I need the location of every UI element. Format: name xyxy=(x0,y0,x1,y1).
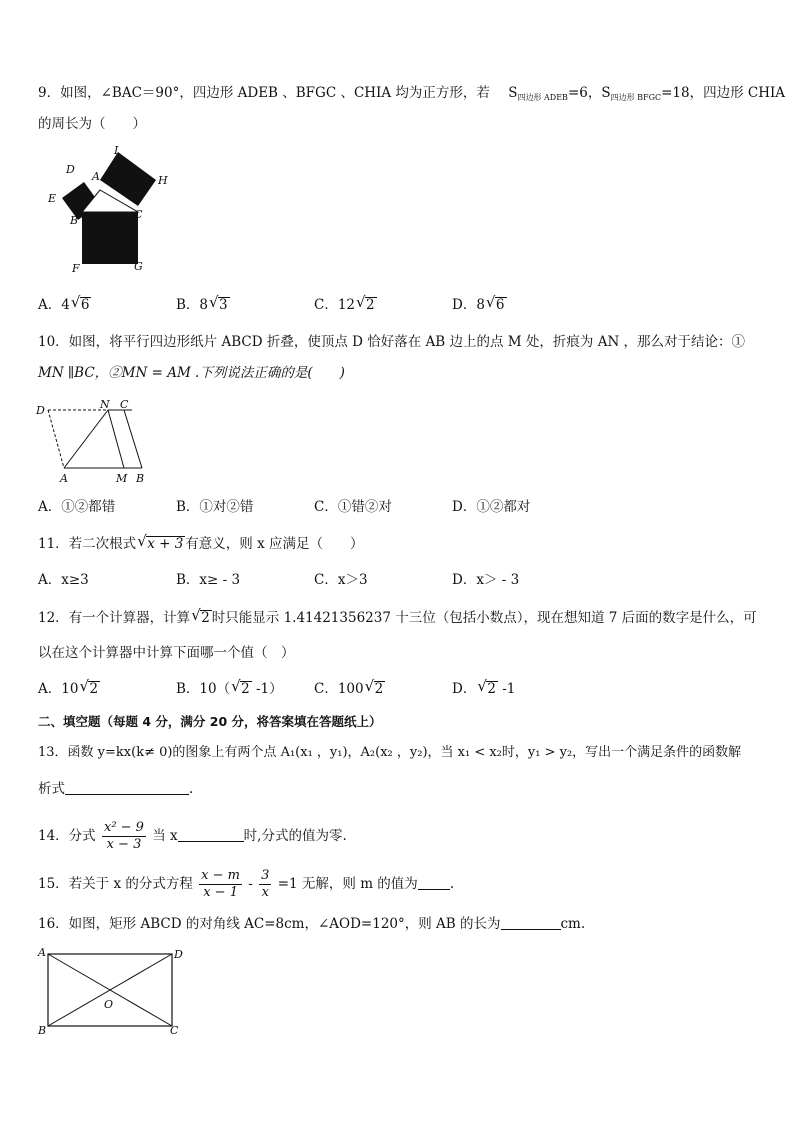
q10-option-b[interactable]: B．①对②错 xyxy=(176,499,254,515)
q9-label-g: G xyxy=(134,260,143,273)
q9-label-e: E xyxy=(48,192,57,205)
q9-s2-sub: 四边形 BFGC xyxy=(610,93,662,102)
q15-line: 15．若关于 x 的分式方程 $\frac{x - m}{x - 1}$ - $\frac{3}{x}$ =1 无解，则 m 的值为 . xyxy=(38,868,455,900)
q10-option-a[interactable]: A．①②都错 xyxy=(38,499,116,515)
q9-label-i: I xyxy=(114,144,119,157)
q10-label-b: B xyxy=(136,472,145,485)
q11-option-d[interactable]: D．x＞ - 3 xyxy=(452,572,520,588)
q10-option-c[interactable]: C．①错②对 xyxy=(314,499,392,515)
q16-answer-blank[interactable] xyxy=(501,917,561,930)
q11-pre: 11．若二次根式 xyxy=(38,536,137,552)
q16-label-o: O xyxy=(104,998,114,1011)
q11-line xyxy=(38,535,364,553)
q9-option-c[interactable]: C．12√ 2 xyxy=(314,296,377,314)
q11-option-b[interactable]: B．x≥ - 3 xyxy=(176,572,241,588)
q10-label-c: C xyxy=(120,398,129,411)
q15-fraction-2: $\frac{3}{x}$ xyxy=(261,868,270,900)
q9-square-bfgc xyxy=(82,212,138,264)
q9-option-a[interactable]: A．4√ 6 xyxy=(38,296,91,314)
q16-label-d: D xyxy=(174,948,183,961)
q9-label-b: B xyxy=(70,214,79,227)
q10-option-d[interactable]: D．①②都对 xyxy=(452,499,531,515)
q9-line1 xyxy=(38,84,785,107)
q10-line2: MN ∥BC，②MN = AM .下列说法正确的是( ) xyxy=(38,365,345,381)
q16-label-b: B xyxy=(38,1024,47,1037)
q16-line: 16．如图，矩形 ABCD 的对角线 AC=8cm，∠AOD=120°，则 AB 的长为 cm. xyxy=(38,916,586,932)
q11-option-a[interactable]: A．x≥3 xyxy=(38,572,89,588)
q12-option-b[interactable]: B．10（√ 2 -1） xyxy=(176,680,283,698)
q16-label-c: C xyxy=(170,1024,179,1037)
q10-label-a: A xyxy=(60,472,68,485)
q9-s1-sub: 四边形 ADEB xyxy=(517,93,568,102)
q12-line1: 12．有一个计算器，计算√ 2 时只能显示 1.41421356237 十三位（包括小数点），现在想知道 7 后面的数字是什么，可 xyxy=(38,609,757,627)
q12-option-a[interactable]: A．10√ 2 xyxy=(38,680,100,698)
q9-s1-val: =6，S xyxy=(567,85,611,101)
q13-line2: 析式 . xyxy=(38,781,194,797)
q14-line: 14．分式 $\frac{\text{x² − 9}}{x - 3}$ 当 x 时,分式的值为零. xyxy=(38,820,347,852)
q9-text: 9．如图，∠BAC＝90°，四边形 ADEB 、BFGC 、CHIA 均为正方形，若 xyxy=(38,85,490,101)
q9-label-f: F xyxy=(72,262,80,275)
q11-option-c[interactable]: C．x＞3 xyxy=(314,572,368,588)
q12-line2: 以在这个计算器中计算下面哪一个值（ ） xyxy=(38,645,295,661)
q10-label-n: N xyxy=(100,398,110,411)
q9-s2-val: =18，四边形 CHIA xyxy=(661,85,786,101)
q9-option-d[interactable]: D．8√ 6 xyxy=(452,296,507,314)
q11-post: 有意义，则 x 应满足（ ） xyxy=(185,536,364,552)
q9-figure xyxy=(42,140,182,280)
q9-option-b[interactable]: B．8√ 3 xyxy=(176,296,230,314)
q12-radical: √ 2 xyxy=(200,610,212,625)
q10-line1: 10．如图，将平行四边形纸片 ABCD 折叠，使顶点 D 恰好落在 AB 边上的点 M 处，折痕为 AN ，那么对于结论：① xyxy=(38,334,746,350)
q16-figure xyxy=(34,942,194,1042)
q16-label-a: A xyxy=(38,946,46,959)
q9-label-d: D xyxy=(66,163,75,176)
q14-fraction: $\frac{\text{x² − 9}}{x - 3}$ xyxy=(103,820,144,852)
q14-answer-blank[interactable] xyxy=(178,829,244,842)
q13-line1: 13．函数 y=kx(k≠ 0)的图象上有两个点 A₁(x₁ ，y₁)，A₂(x₂ ，y₂)，当 x₁ < x₂时，y₁ > y₂，写出一个满足条件的函数解 xyxy=(38,745,742,760)
q10-label-m: M xyxy=(116,472,128,485)
q11-radical: √ x + 3 xyxy=(146,536,185,551)
q9-label-c: C xyxy=(134,208,143,221)
q9-label-h: H xyxy=(158,174,168,187)
q12-option-d[interactable]: D．√ 2 -1 xyxy=(452,680,515,698)
q12-option-c[interactable]: C．100√ 2 xyxy=(314,680,385,698)
q9-label-a: A xyxy=(92,170,100,183)
q10-label-d: D xyxy=(36,404,45,417)
q15-fraction-1: $\frac{x - m}{x - 1}$ xyxy=(201,868,240,900)
q9-line2: 的周长为（ ） xyxy=(38,116,146,132)
q10-figure xyxy=(34,398,154,488)
q13-answer-blank[interactable] xyxy=(65,782,189,795)
q9-s1: S xyxy=(508,85,518,101)
section-fill-in-heading: 二、填空题（每题 4 分，满分 20 分，将答案填在答题纸上） xyxy=(38,714,382,729)
q15-answer-blank[interactable] xyxy=(418,877,450,890)
